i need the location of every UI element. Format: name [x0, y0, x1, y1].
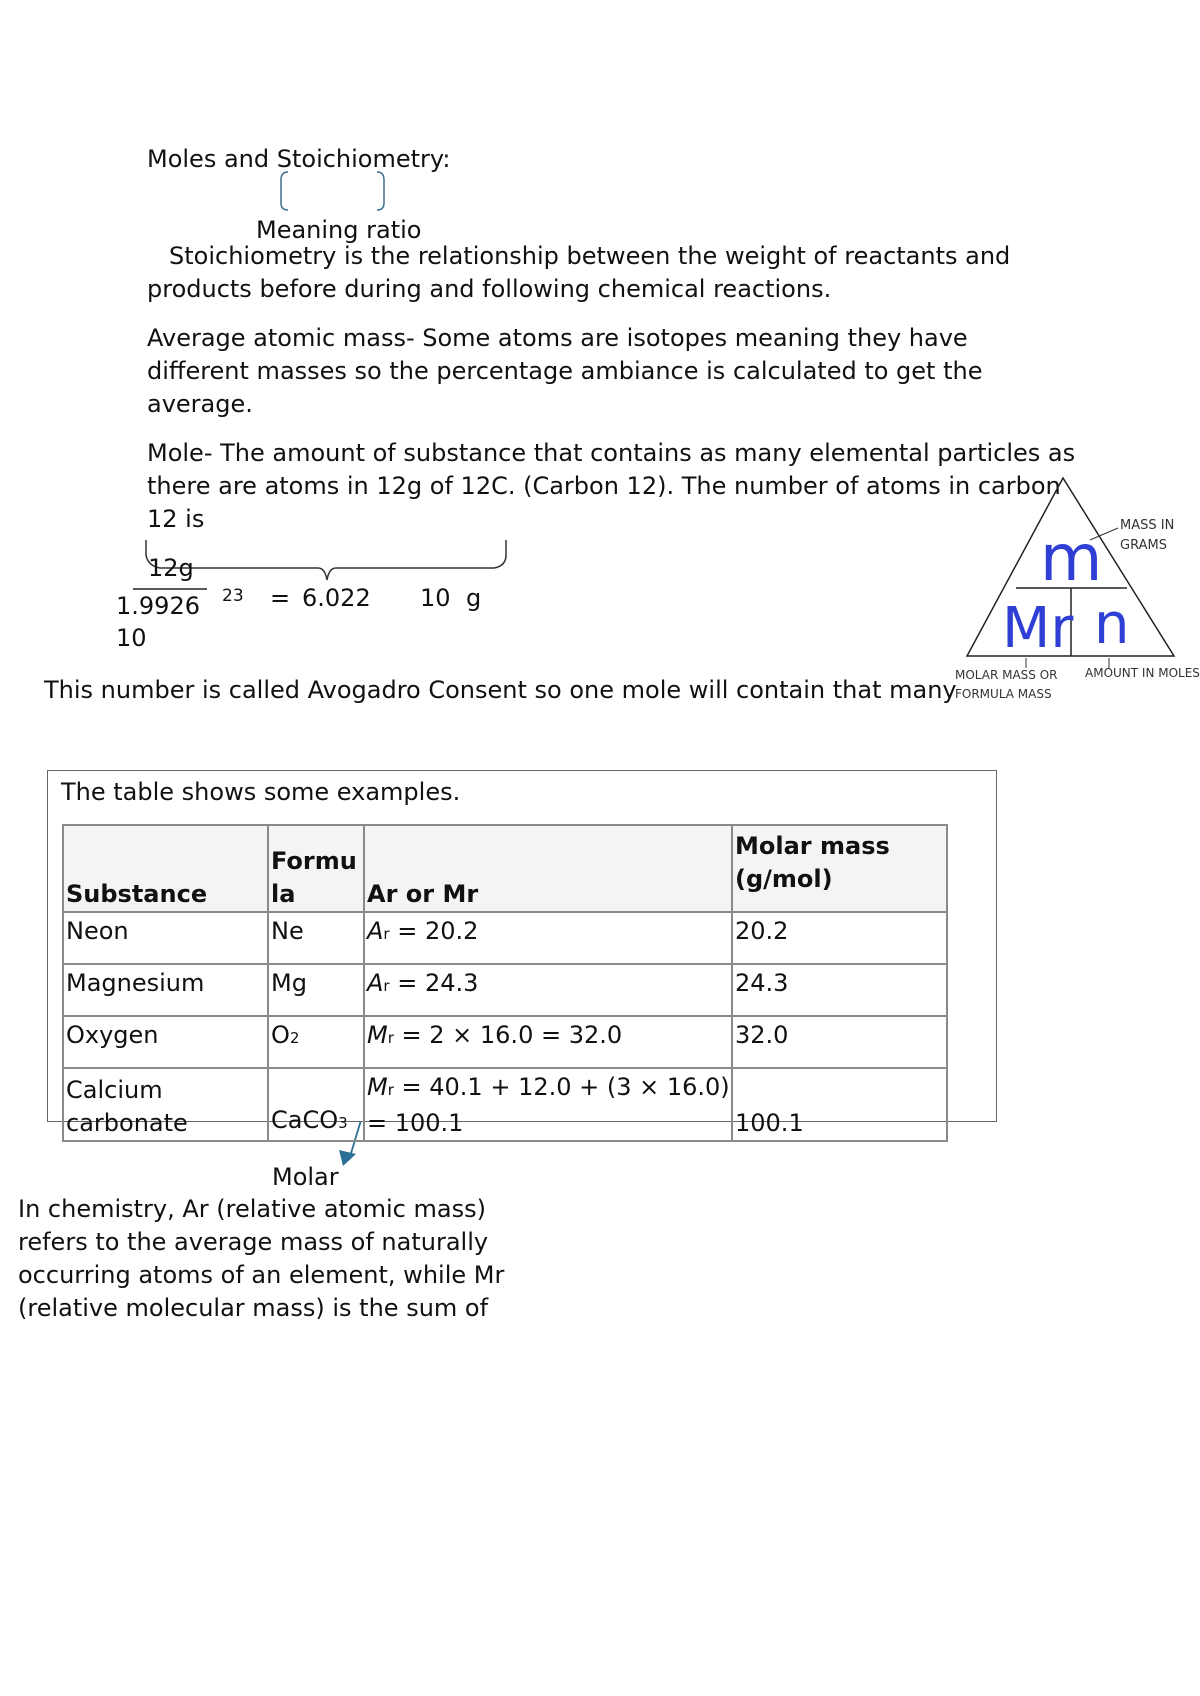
cell-molar-mass: 100.1: [732, 1068, 947, 1141]
equation-exponent: 23: [222, 586, 244, 606]
expression: = 24.3: [389, 969, 479, 997]
cell-ar-mr: [364, 1016, 732, 1068]
table-header-row: [63, 825, 947, 912]
triangle-n: n: [1094, 592, 1130, 657]
expression: = 20.2: [389, 917, 479, 945]
cell-molar-mass: 24.3: [732, 964, 947, 1016]
avogadro-sentence: This number is called Avogadro Consent so one mole will contain that many: [44, 676, 957, 704]
symbol-subscript: r: [387, 1081, 394, 1099]
page-title: Moles and Stoichiometry:: [147, 145, 451, 173]
bracket-label: Meaning ratio: [256, 216, 422, 244]
cell-ar-mr: [364, 964, 732, 1016]
symbol: A: [367, 917, 384, 945]
triangle-m: m: [1040, 522, 1103, 596]
examples-frame: [47, 770, 997, 1137]
formula-text: CaCO: [271, 1106, 339, 1134]
equation-numerator: 12g: [148, 554, 194, 582]
mole-paragraph: Mole- The amount of substance that contains as many elemental particles as there are atoms in 12g of 12C. (Carbon 12). The number of atoms in carbon 12 is: [147, 439, 1076, 533]
cell-substance: Calcium carbonate: [63, 1068, 268, 1141]
header-formula: Formu la: [268, 825, 364, 912]
symbol: A: [367, 969, 384, 997]
expression: = 2 × 16.0 = 32.0: [393, 1021, 623, 1049]
cell-ar-mr: [364, 912, 732, 964]
header-molar-mass: Molar mass (g/mol): [732, 825, 947, 912]
header-substance: Substance: [63, 825, 268, 912]
average-atomic-mass-paragraph: Average atomic mass- Some atoms are isotopes meaning they have different masses so the percentage ambiance is calculated to get the average.: [147, 324, 983, 418]
table-row: [63, 964, 947, 1016]
triangle-molar-note: MOLAR MASS OR FORMULA MASS: [955, 668, 1058, 701]
cell-molar-mass: 32.0: [732, 1016, 947, 1068]
cell-formula: [268, 1068, 364, 1141]
triangle-mass-note: MASS IN GRAMS: [1120, 518, 1175, 553]
symbol-subscript: r: [387, 1029, 394, 1047]
arrow-label-molar: Molar: [272, 1163, 339, 1191]
table-row: [63, 1016, 947, 1068]
cell-substance: Oxygen: [63, 1016, 268, 1068]
triangle-mr: Mr: [1002, 596, 1074, 661]
cell-molar-mass: 20.2: [732, 912, 947, 964]
cell-ar-mr: [364, 1068, 732, 1141]
equation-ten: 10: [420, 584, 451, 612]
stoichiometry-paragraph: Stoichiometry is the relationship between the weight of reactants and products before during and following chemical reactions.: [147, 242, 1011, 303]
equation-equals: =: [270, 584, 291, 612]
symbol: M: [367, 1021, 388, 1049]
examples-table: [62, 824, 948, 1142]
ar-mr-paragraph: In chemistry, Ar (relative atomic mass) refers to the average mass of naturally occurring atoms of an element, while Mr (relative molecular mass) is the sum of: [18, 1195, 505, 1322]
expression: = 40.1 + 12.0 + (3 × 16.0) = 100.1: [367, 1073, 730, 1137]
cell-substance: Neon: [63, 912, 268, 964]
cell-formula: [268, 1016, 364, 1068]
equation-denominator-power: 10: [116, 624, 147, 652]
cell-substance: Magnesium: [63, 964, 268, 1016]
symbol-subscript: r: [383, 925, 390, 943]
table-caption: The table shows some examples.: [61, 778, 461, 806]
formula-subscript: 2: [289, 1029, 300, 1047]
symbol-subscript: r: [383, 977, 390, 995]
header-ar-mr: Ar or Mr: [364, 825, 732, 912]
equation-value: 6.022: [302, 584, 371, 612]
table-row: [63, 1068, 947, 1141]
equation-unit: g: [466, 584, 482, 612]
cell-formula: Ne: [268, 912, 364, 964]
table-row: [63, 912, 947, 964]
equation-denominator: 1.9926: [116, 592, 200, 620]
formula-subscript: 3: [338, 1114, 348, 1132]
formula-text: O: [271, 1021, 290, 1049]
triangle-amount-note: AMOUNT IN MOLES: [1085, 666, 1200, 680]
symbol: M: [367, 1073, 388, 1101]
cell-formula: Mg: [268, 964, 364, 1016]
